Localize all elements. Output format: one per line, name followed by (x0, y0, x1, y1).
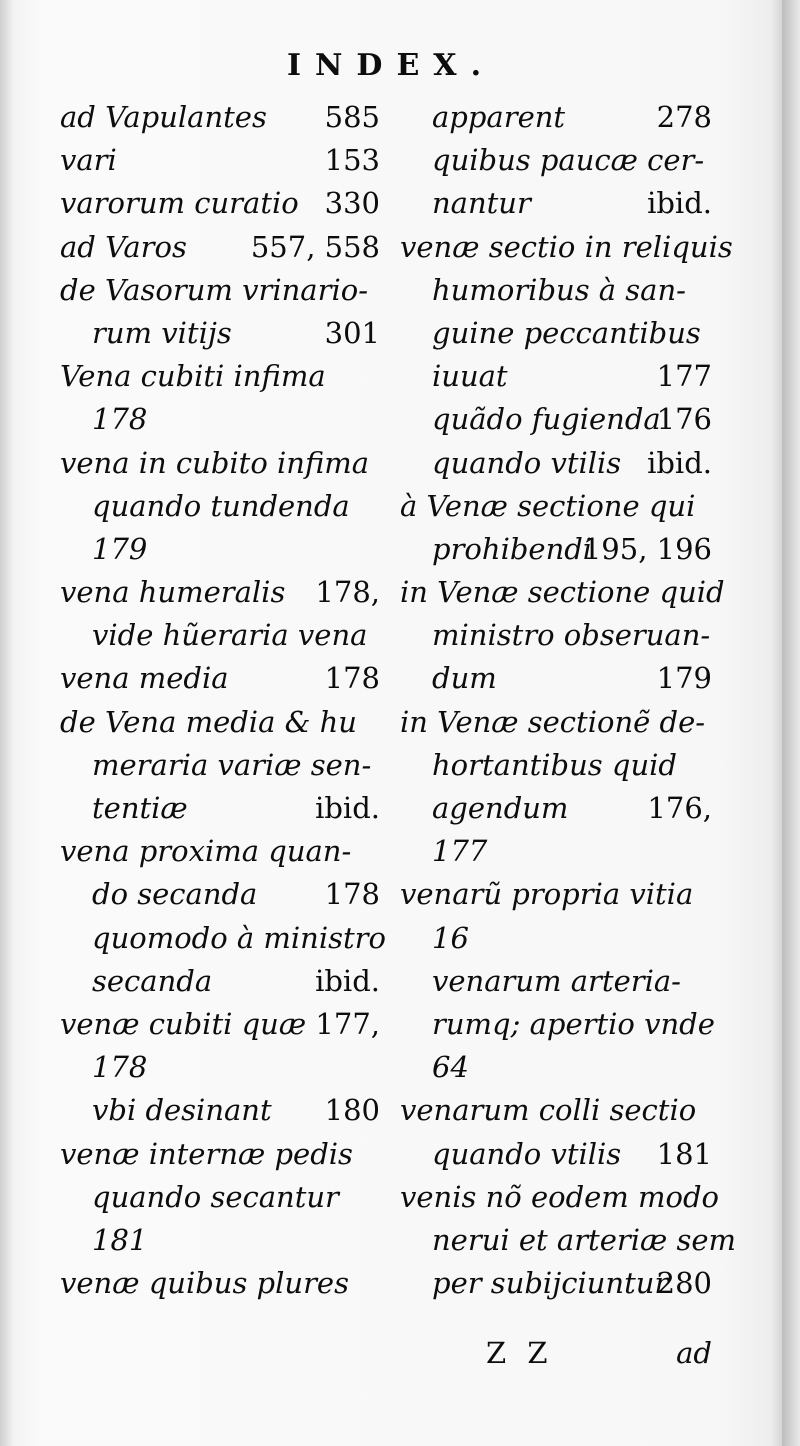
entry-text: ministro obseruan- (432, 618, 711, 653)
entry-page-number: 557, 558 (250, 229, 380, 264)
entry-text: quibus paucæ cer- (432, 143, 705, 178)
index-entry (60, 442, 380, 485)
entry-text: in Venæ sectione quid (400, 575, 725, 610)
entry-text: quando vtilis (432, 1136, 622, 1171)
entry-page-number: 195, 196 (582, 531, 712, 566)
index-entry (400, 917, 712, 960)
entry-text: venæ internæ pedis (60, 1136, 353, 1171)
index-entry (60, 701, 380, 744)
entry-text: vide hũeraria vena (92, 618, 368, 653)
entry-text: vbi desinant (92, 1093, 272, 1128)
page-footer (400, 1336, 712, 1379)
entry-page-number: 176, (647, 791, 712, 825)
index-entry (400, 269, 712, 312)
index-entry (400, 139, 712, 182)
index-entry (400, 398, 712, 441)
entry-text: à Venæ sectione qui (400, 488, 696, 523)
entry-page-number: 585 (324, 100, 380, 134)
index-entry (60, 917, 386, 960)
index-entry (60, 571, 380, 614)
entry-text: in Venæ sectionẽ de- (400, 704, 706, 739)
entry-page-number: 181 (656, 1136, 712, 1171)
index-entry (60, 614, 380, 657)
catchword: ad (676, 1336, 712, 1370)
entry-text: quomodo à ministro (92, 920, 386, 955)
entry-text: venarũ propria vitia (400, 877, 694, 912)
index-entry (60, 96, 380, 139)
index-entry (60, 1133, 380, 1176)
entry-text: quando tundenda (92, 488, 350, 523)
index-entry (60, 182, 380, 225)
entry-text: secanda (92, 963, 213, 998)
index-entry (60, 1046, 380, 1089)
index-entry (60, 485, 380, 528)
index-entry (60, 657, 380, 700)
index-entry (400, 182, 712, 225)
entry-page-number: 177, (315, 1006, 380, 1041)
index-entry (60, 312, 380, 355)
signature-mark: Z Z (486, 1336, 554, 1370)
entry-text: guine peccantibus (432, 315, 701, 350)
index-entry (60, 1003, 380, 1046)
index-entry (400, 657, 712, 700)
index-entry (60, 226, 380, 269)
entry-text: venarum arteria- (432, 963, 681, 998)
index-entry (400, 744, 712, 787)
entry-text: varorum curatio (60, 186, 299, 221)
entry-text: per subijciuntur (432, 1266, 669, 1301)
entry-text: vena media (60, 661, 229, 696)
page-title: INDEX. (286, 48, 496, 83)
index-entry (400, 960, 712, 1003)
entry-text: venis nõ eodem modo (400, 1179, 719, 1214)
entry-page-number: ibid. (315, 791, 380, 825)
entry-text: vena humeralis (60, 575, 286, 610)
entry-text: venæ quibus plures (60, 1266, 349, 1301)
entry-page-number: ibid. (315, 963, 380, 998)
entry-text: rum vitijs (92, 315, 232, 350)
index-entry (400, 1219, 737, 1262)
index-entry (400, 485, 712, 528)
index-entry (400, 614, 712, 657)
index-entry (60, 1262, 380, 1305)
entry-page-number: 153 (324, 143, 380, 178)
entry-text: humoribus à san- (432, 272, 686, 307)
index-entry (400, 1046, 712, 1089)
entry-text: vena in cubito infima (60, 445, 370, 480)
entry-text: 178 (92, 402, 148, 437)
entry-page-number: 180 (324, 1093, 380, 1128)
entry-page-number: ibid. (647, 186, 712, 221)
index-entry (60, 787, 380, 830)
entry-text: iuuat (432, 359, 508, 394)
entry-page-number: 178 (324, 877, 380, 912)
index-entry (60, 1089, 380, 1132)
entry-text: 177 (432, 834, 488, 869)
entry-text: do secanda (92, 877, 258, 912)
entry-text: 64 (432, 1050, 469, 1085)
entry-text: de Vasorum vrinario- (60, 272, 368, 307)
entry-page-number: 179 (656, 661, 712, 696)
index-entry (400, 1133, 712, 1176)
index-entry (400, 1003, 715, 1046)
index-entry (60, 355, 380, 398)
index-entry (400, 873, 712, 916)
entry-text: quãdo fugienda (432, 402, 661, 437)
entry-text: nerui et arteriæ sem (432, 1222, 737, 1257)
index-entry (60, 1176, 380, 1219)
entry-page-number: 177 (656, 359, 712, 394)
index-entry (60, 528, 380, 571)
index-entry (400, 571, 725, 614)
entry-text: apparent (432, 100, 566, 134)
index-entry (400, 355, 712, 398)
entry-text: 181 (92, 1222, 148, 1257)
entry-text: quando vtilis (432, 445, 622, 480)
index-entry (60, 398, 380, 441)
entry-text: hortantibus quid (432, 747, 677, 782)
index-entry (60, 873, 380, 916)
index-entry (400, 830, 712, 873)
index-entry (60, 830, 380, 873)
entry-text: vena proxima quan- (60, 834, 352, 869)
index-entry (60, 1219, 380, 1262)
index-entry (60, 139, 380, 182)
index-entry (60, 960, 380, 1003)
entry-text: 179 (92, 531, 148, 566)
index-entry (400, 787, 712, 830)
entry-text: de Vena media & hu (60, 704, 357, 739)
index-entry (60, 744, 380, 787)
index-entry (400, 1262, 712, 1305)
entry-text: ad Varos (60, 229, 187, 264)
index-entry (400, 312, 712, 355)
entry-text: 16 (432, 920, 469, 955)
entry-text: tentiæ (92, 791, 188, 825)
entry-page-number: ibid. (647, 445, 712, 480)
index-column-left (60, 96, 386, 1305)
entry-text: ad Vapulantes (60, 100, 267, 134)
entry-page-number: 330 (324, 186, 380, 221)
entry-page-number: 278 (656, 100, 712, 134)
entry-text: venæ cubiti quæ (60, 1006, 307, 1041)
entry-page-number: 280 (656, 1266, 712, 1301)
entry-text: vari (60, 143, 117, 178)
index-entry (400, 442, 712, 485)
entry-text: prohibendi (432, 531, 593, 566)
index-entry (60, 269, 380, 312)
index-entry (400, 96, 712, 139)
entry-page-number: 301 (324, 315, 380, 350)
index-column-right (400, 96, 737, 1305)
entry-text: meraria variæ sen- (92, 747, 372, 782)
index-entry (400, 226, 733, 269)
entry-text: Vena cubiti infima (60, 359, 326, 394)
entry-page-number: 178 (324, 661, 380, 696)
index-entry (400, 701, 712, 744)
index-entry (400, 1089, 712, 1132)
entry-page-number: 176 (656, 402, 712, 437)
entry-text: venarum colli sectio (400, 1093, 697, 1128)
entry-page-number: 178, (315, 575, 380, 610)
entry-text: 178 (92, 1050, 148, 1085)
entry-text: dum (432, 661, 497, 696)
entry-text: rumq; apertio vnde (432, 1006, 715, 1041)
entry-text: agendum (432, 791, 569, 825)
entry-text: nantur (432, 186, 531, 221)
entry-text: quando secantur (92, 1179, 339, 1214)
index-entry (400, 1176, 719, 1219)
entry-text: venæ sectio in reliquis (400, 229, 733, 264)
index-entry (400, 528, 712, 571)
